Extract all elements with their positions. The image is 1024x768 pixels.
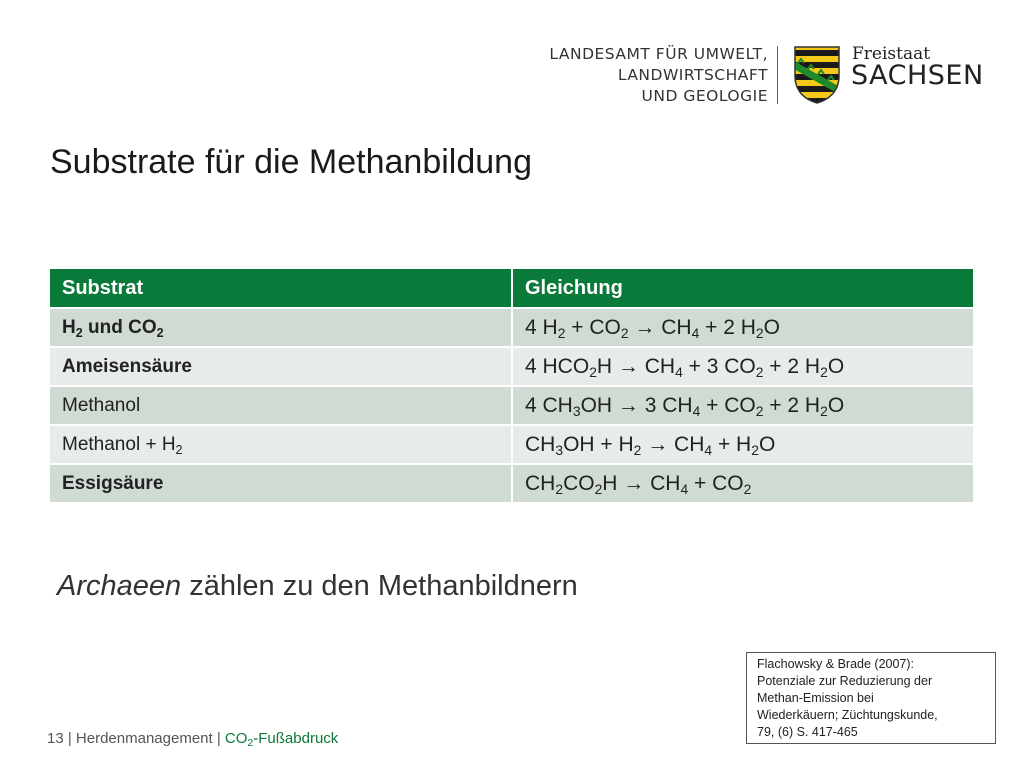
reference-box	[746, 652, 996, 744]
table-row	[49, 386, 974, 425]
equation-cell: $CH_2CO_2H \to CH_4 + CO_2$	[512, 464, 974, 503]
methanogen-statement	[57, 570, 578, 603]
statement-rest: zählen zu den Methanbildnern	[181, 570, 578, 602]
footer-section: Herdenmanagement	[75, 730, 213, 747]
logo-divider	[777, 46, 778, 104]
equation-cell: 4 $CH_3OH \to 3$ $CH_4 + CO_2 + 2$ $H_2O$	[512, 386, 974, 425]
brand-big: SACHSEN	[851, 60, 984, 91]
institution-name	[508, 44, 768, 107]
reference-line: Methan-Emission bei	[757, 691, 874, 705]
table-row	[49, 464, 974, 503]
institution-line-3: UND GEOLOGIE	[641, 87, 768, 105]
equation-cell: 4 $H_2 + CO_2 \to CH_4 + 2$ $H_2O$	[512, 308, 974, 347]
table-row	[49, 308, 974, 347]
statement-italic: Archaeen	[57, 570, 182, 602]
substrate-cell: Ameisensäure	[49, 347, 512, 386]
header-substrat: Substrat	[49, 268, 512, 308]
page-title: Substrate für die Methanbildung	[50, 143, 532, 181]
reference-line: 79, (6) S. 417-465	[757, 725, 858, 739]
reference-line: Potenziale zur Reduzierung der	[757, 674, 933, 688]
page-number: 13	[47, 730, 64, 747]
equation-cell: $CH_3OH + H_2 \to CH_4 + H_2O$	[512, 425, 974, 464]
substrate-cell: Methanol	[49, 386, 512, 425]
footer-topic: $CO_2$-Fußabdruck	[224, 730, 339, 750]
substrate-cell: $H_2$ und $CO_2$	[49, 308, 512, 347]
saxony-crest-icon	[794, 46, 840, 104]
reference-line: Flachowsky & Brade (2007):	[757, 657, 915, 671]
table-row	[49, 425, 974, 464]
table-header-row	[49, 268, 974, 308]
reference-line: Wiederkäuern; Züchtungskunde,	[757, 708, 938, 722]
table-row	[49, 347, 974, 386]
substrate-table	[48, 267, 975, 504]
substrate-cell: Essigsäure	[49, 464, 512, 503]
footer: 13 | Herdenmanagement | $CO_2$-Fußabdruck	[47, 730, 339, 750]
brand-small: Freistaat	[852, 44, 931, 64]
substrate-cell: Methanol + $H_2$	[49, 425, 512, 464]
header-gleichung: Gleichung	[512, 268, 974, 308]
institution-line-1: LANDESAMT FÜR UMWELT,	[549, 45, 768, 63]
institution-line-2: LANDWIRTSCHAFT	[617, 66, 768, 84]
equation-cell: 4 $HCO_2H \to CH_4 + 3$ $CO_2 + 2$ $H_2O$	[512, 347, 974, 386]
